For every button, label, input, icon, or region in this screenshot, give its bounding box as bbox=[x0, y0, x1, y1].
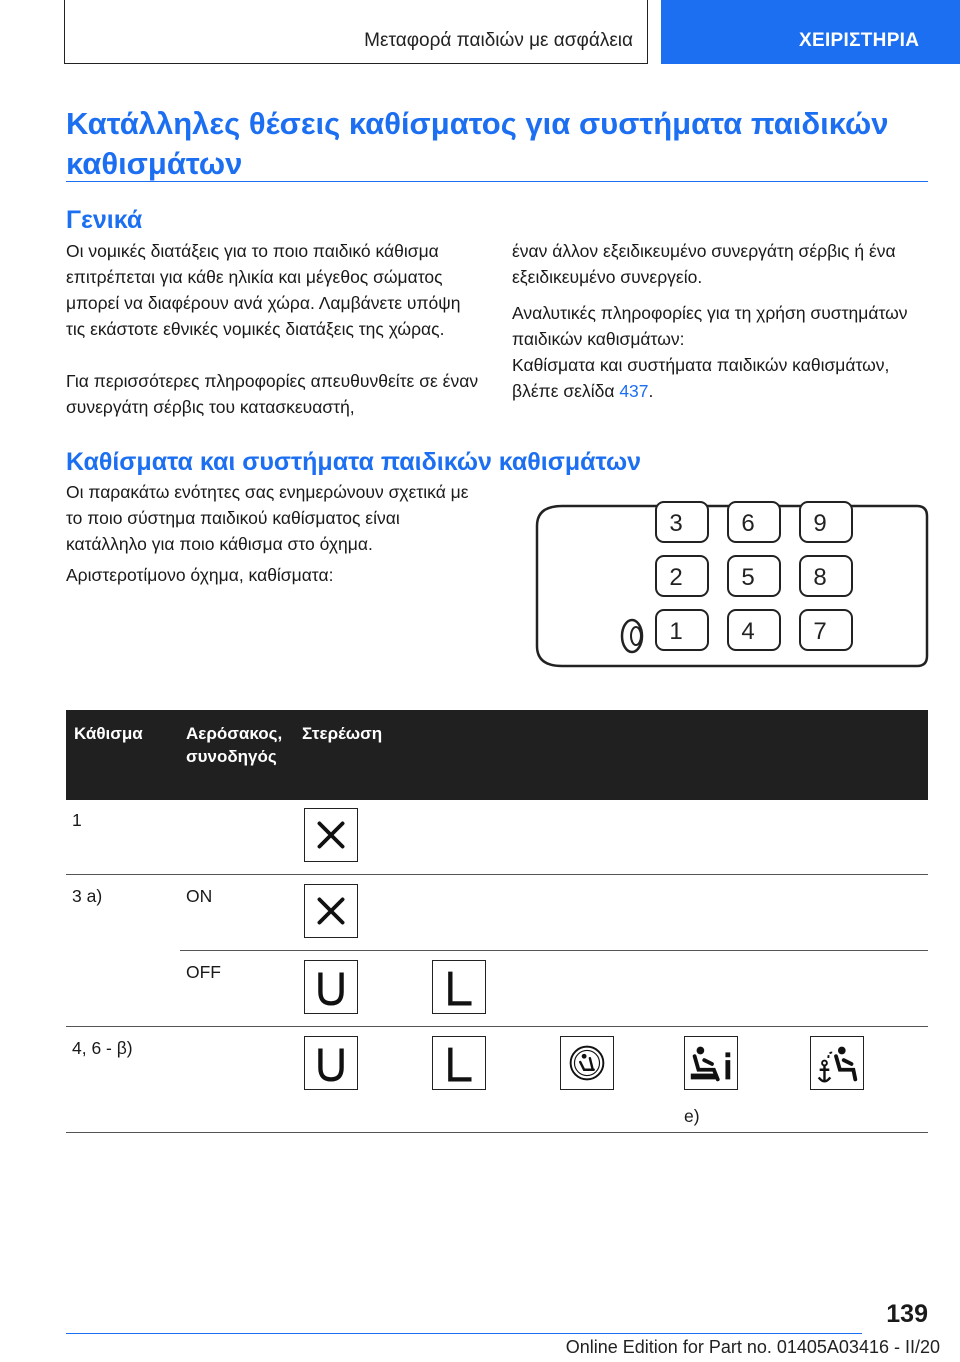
page-title: Κατάλληλες θέσεις καθίσματος για συστήματα παιδικών καθισμάτων bbox=[66, 106, 889, 181]
th-airbag: Αερόσακος, συνοδηγός bbox=[186, 724, 283, 766]
general-paragraph-1: Οι νομικές διατάξεις για το ποιο παιδικό κάθισμα επιτρέπεται για κάθε ηλικία και μέγεθος σώματος μπορεί να διαφέρουν ανά χώρα. Λαμβάνετε υπόψη τις εκάστοτε εθνικές νομικές διατάξεις της χώρας. bbox=[66, 241, 461, 339]
seat-key-label-4: 4 bbox=[741, 618, 755, 645]
row4-note: e) bbox=[684, 1106, 700, 1126]
seat-key-label-6: 6 bbox=[741, 510, 755, 537]
child-seat-circle-icon bbox=[560, 1036, 614, 1090]
general-paragraph-2-cont bbox=[512, 238, 928, 290]
general-paragraph-2-text: Για περισσότερες πληροφορίες απευθυνθείτε σε έναν συνεργάτη σέρβις του κατασκευαστή, bbox=[66, 371, 479, 417]
seat-key-label-1: 1 bbox=[669, 618, 683, 645]
general-paragraph-3: Αναλυτικές πληροφορίες για τη χρήση συστημάτων παιδικών καθισμάτων: bbox=[512, 303, 908, 349]
row-divider bbox=[66, 1026, 928, 1027]
general-paragraph-4 bbox=[512, 352, 928, 404]
universal-u-icon bbox=[304, 1036, 358, 1090]
row-divider bbox=[180, 950, 928, 951]
table-bottom-border bbox=[66, 1132, 928, 1133]
page-number: 139 bbox=[886, 1300, 928, 1328]
seat-key-label-2: 2 bbox=[669, 564, 683, 591]
seat-position-diagram bbox=[532, 496, 932, 676]
footer-divider bbox=[66, 1333, 862, 1334]
row4-seat: 4, 6 - β) bbox=[72, 1038, 133, 1058]
seat-key-label-8: 8 bbox=[813, 564, 827, 591]
th-fixing: Στερέωση bbox=[302, 724, 383, 743]
general-heading: Γενικά bbox=[66, 206, 143, 234]
header-section-box bbox=[64, 0, 648, 64]
semi-universal-l-icon bbox=[432, 1036, 486, 1090]
seats-paragraph-1: Οι παρακάτω ενότητες σας ενημερώνουν σχετικά με το ποιο σύστημα παιδικού καθίσματος είναι κατάλληλο για ποιο κάθισμα στο όχημα. bbox=[66, 482, 469, 554]
seat-key-label-3: 3 bbox=[669, 510, 683, 537]
isofix-anchor-icon bbox=[810, 1036, 864, 1090]
footer-edition: Online Edition for Part no. 01405A03416 - II/20 bbox=[565, 1337, 940, 1357]
cross-icon bbox=[304, 884, 358, 938]
table-header bbox=[66, 710, 928, 800]
row-divider bbox=[66, 874, 928, 875]
row3-airbag: OFF bbox=[186, 962, 221, 982]
seat-key-label-9: 9 bbox=[813, 510, 827, 537]
seats-heading: Καθίσματα και συστήματα παιδικών καθισμάτων bbox=[66, 448, 641, 476]
universal-u-icon bbox=[304, 960, 358, 1014]
row2-seat: 3 a) bbox=[72, 886, 103, 906]
header-section-title: Μεταφορά παιδιών με ασφάλεια bbox=[364, 30, 633, 51]
seats-paragraph-2: Αριστεροτίμονο όχημα, καθίσματα: bbox=[66, 565, 334, 585]
seat-key-label-5: 5 bbox=[741, 564, 755, 591]
general-paragraph-2-start bbox=[66, 368, 480, 420]
general-paragraph-2-continuation: έναν άλλον εξειδικευμένο συνεργάτη σέρβις ή ένα εξειδικευμένο συνεργείο. bbox=[512, 241, 896, 287]
cross-icon bbox=[304, 808, 358, 862]
semi-universal-l-icon bbox=[432, 960, 486, 1014]
general-paragraph-4-end: . bbox=[648, 381, 654, 401]
header-chapter-label: ΧΕΙΡΙΣΤΗΡΙΑ bbox=[799, 30, 920, 51]
th-seat: Κάθισμα bbox=[74, 724, 143, 743]
seat-keys bbox=[656, 502, 852, 650]
row2-airbag: ON bbox=[186, 886, 213, 906]
seat-key-label-7: 7 bbox=[813, 618, 827, 645]
general-paragraph-4-text: Καθίσματα και συστήματα παιδικών καθισμάτων, βλέπε σελίδα bbox=[512, 355, 890, 401]
row1-seat: 1 bbox=[72, 810, 82, 830]
isize-booster-icon bbox=[684, 1036, 738, 1090]
header-chapter-tab[interactable] bbox=[661, 0, 960, 64]
page-437-link[interactable]: 437 bbox=[619, 381, 649, 401]
title-divider bbox=[66, 181, 928, 182]
